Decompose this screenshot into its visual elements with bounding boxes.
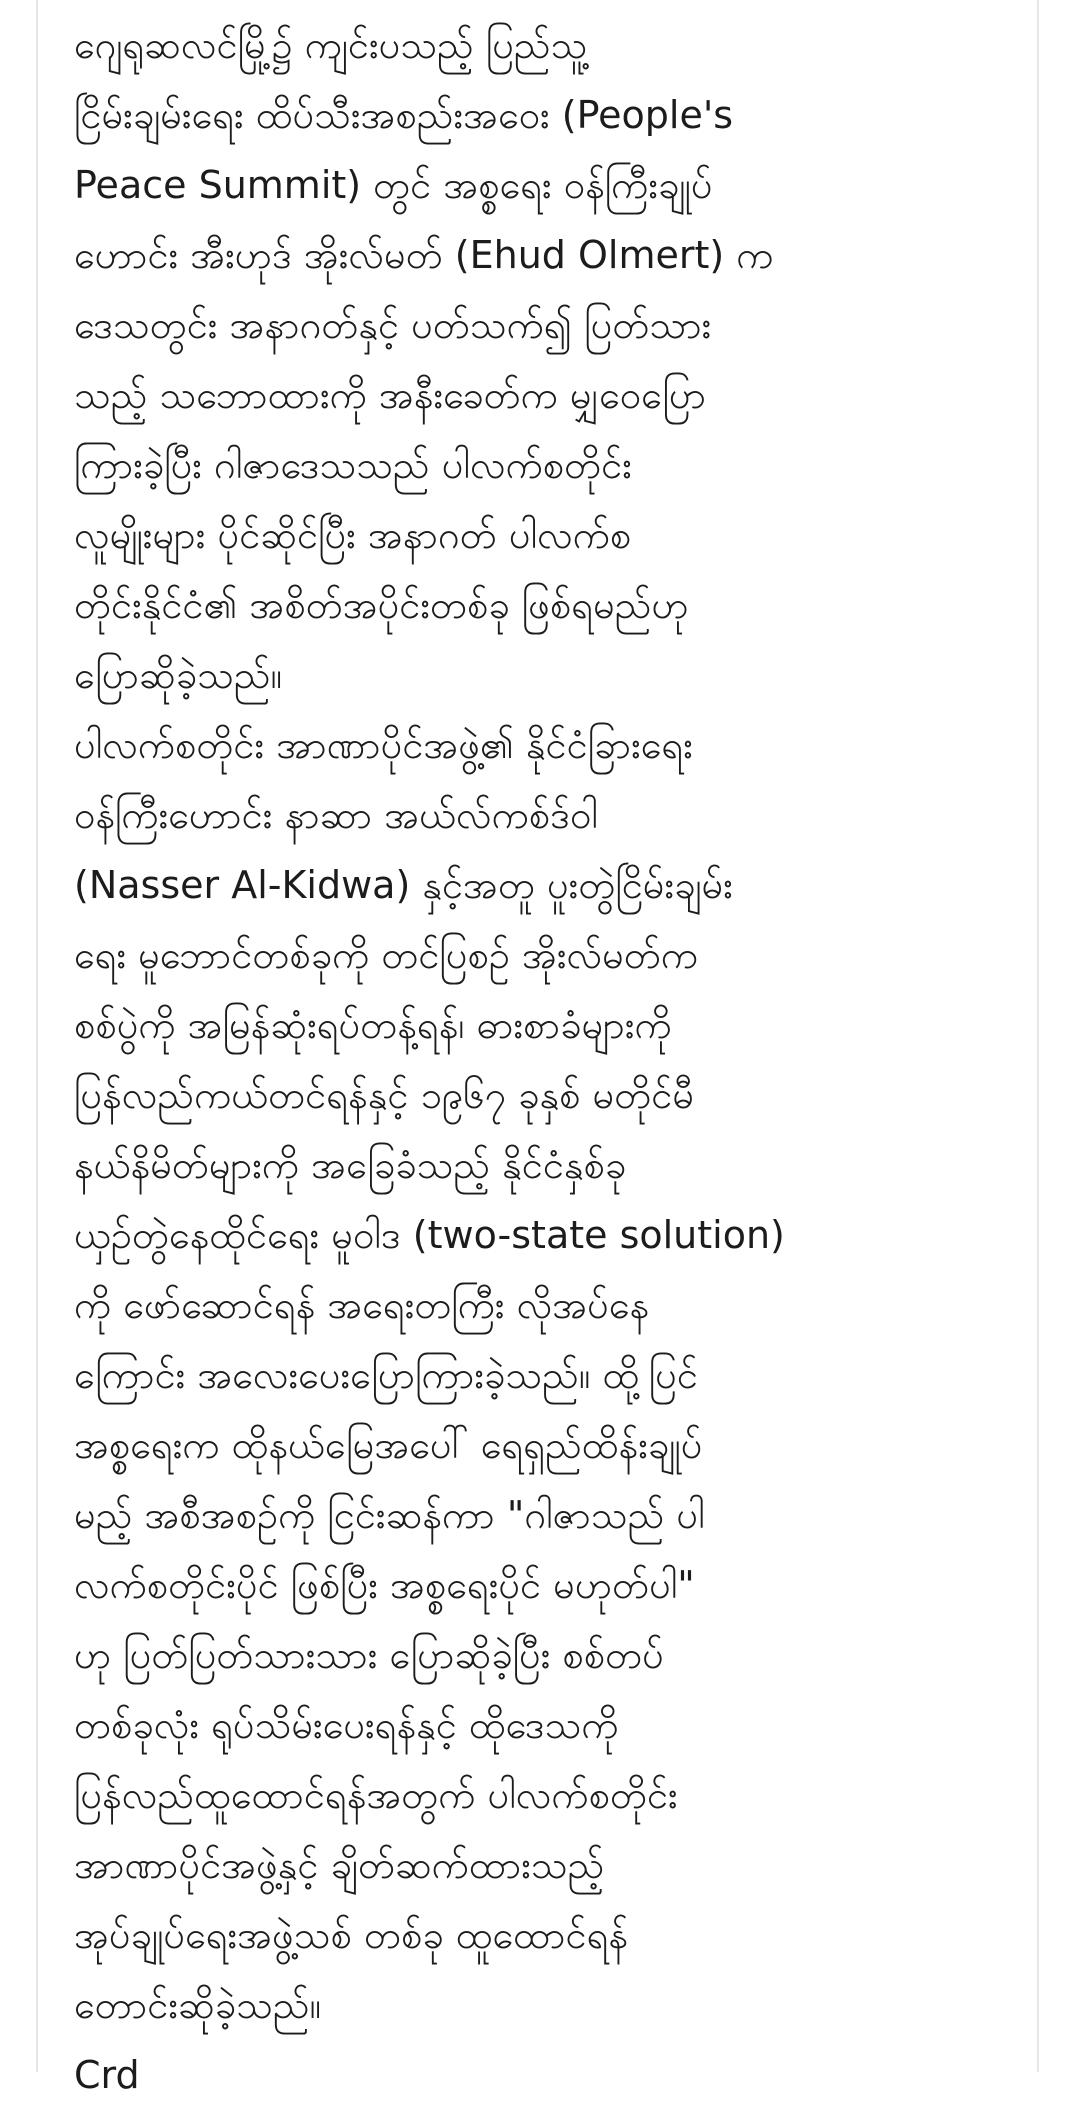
text-line: (Nasser Al-Kidwa) နှင့်အတူ ပူးတွဲငြိမ်းချမ်း: [74, 863, 733, 907]
text-line: ဂျေရုဆလင်မြို့၌ ကျင်းပသည့် ပြည်သူ့: [74, 23, 588, 67]
text-line: လူမျိုးများ ပိုင်ဆိုင်ပြီး အနာဂတ် ပါလက်စ: [74, 513, 632, 557]
text-line: အာဏာပိုင်အဖွဲ့နှင့် ချိတ်ဆက်ထားသည့်: [74, 1843, 605, 1887]
text-line: Peace Summit) တွင် အစ္စရေး ဝန်ကြီးချုပ်: [74, 163, 713, 207]
text-line: သည့် သဘောထားကို အနီးခေတ်က မျှဝေပြော: [74, 373, 707, 417]
right-divider: [1037, 0, 1039, 2072]
text-line: အစ္စရေးက ထိုနယ်မြေအပေါ် ရေရှည်ထိန်းချုပ်: [74, 1423, 703, 1467]
text-line: ဟု ပြတ်ပြတ်သားသား ပြောဆိုခဲ့ပြီး စစ်တပ်: [74, 1633, 664, 1677]
text-line: ပါလက်စတိုင်း အာဏာပိုင်အဖွဲ့၏ နိုင်ငံခြားရေး: [74, 723, 693, 767]
text-line: ဝန်ကြီးဟောင်း နာဆာ အယ်လ်ကစ်ဒ်ဝါ: [74, 793, 598, 837]
text-line: ဒေသတွင်း အနာဂတ်နှင့် ပတ်သက်၍ ပြတ်သား: [74, 303, 712, 347]
text-line: ငြိမ်းချမ်းရေး ထိပ်သီးအစည်းအဝေး (People's: [74, 93, 734, 137]
text-line: ကို ဖော်ဆောင်ရန် အရေးတကြီး လိုအပ်နေ: [74, 1283, 650, 1327]
text-line: အုပ်ချုပ်ရေးအဖွဲ့သစ် တစ်ခု ထူထောင်ရန်: [74, 1913, 629, 1957]
text-line: ယှဉ်တွဲနေထိုင်ရေး မူဝါဒ (two-state solution): [74, 1213, 785, 1257]
credit-text: Crd: [74, 2053, 140, 2097]
text-line: ပြန်လည်ကယ်တင်ရန်နှင့် ၁၉၆၇ ခုနှစ် မတိုင်မီ: [74, 1073, 695, 1117]
text-line: ပြန်လည်ထူထောင်ရန်အတွက် ပါလက်စတိုင်း: [74, 1773, 678, 1817]
text-line: ဟောင်း အီးဟုဒ် အိုးလ်မတ် (Ehud Olmert) က: [74, 233, 774, 277]
text-line: ကြားခဲ့ပြီး ဂါဇာဒေသသည် ပါလက်စတိုင်း: [74, 443, 632, 487]
text-line: တိုင်းနိုင်ငံ၏ အစိတ်အပိုင်းတစ်ခု ဖြစ်ရမည်ဟု: [74, 583, 689, 627]
text-line: တစ်ခုလုံး ရုပ်သိမ်းပေးရန်နှင့် ထိုဒေသကို: [74, 1703, 619, 1747]
text-line: ကြောင်း အလေးပေးပြောကြားခဲ့သည်။ ထို့ပြင်: [74, 1353, 698, 1397]
text-line: စစ်ပွဲကို အမြန်ဆုံးရပ်တန့်ရန်၊ ဓားစာခံများကို: [74, 1003, 672, 1047]
left-divider: [36, 0, 38, 2072]
text-line: မည့် အစီအစဉ်ကို ငြင်းဆန်ကာ "ဂါဇာသည် ပါ: [74, 1493, 705, 1537]
post-body-text: [74, 0, 1034, 2110]
text-line: ရေး မူဘောင်တစ်ခုကို တင်ပြစဉ် အိုးလ်မတ်က: [74, 933, 699, 977]
text-line: နယ်နိမိတ်များကို အခြေခံသည့် နိုင်ငံနှစ်ခု: [74, 1143, 627, 1187]
text-line: တောင်းဆိုခဲ့သည်။: [74, 1983, 322, 2027]
text-line: ပြောဆိုခဲ့သည်။: [74, 653, 283, 697]
text-line: လက်စတိုင်းပိုင် ဖြစ်ပြီး အစ္စရေးပိုင် မဟုတ်ပါ": [74, 1563, 695, 1607]
